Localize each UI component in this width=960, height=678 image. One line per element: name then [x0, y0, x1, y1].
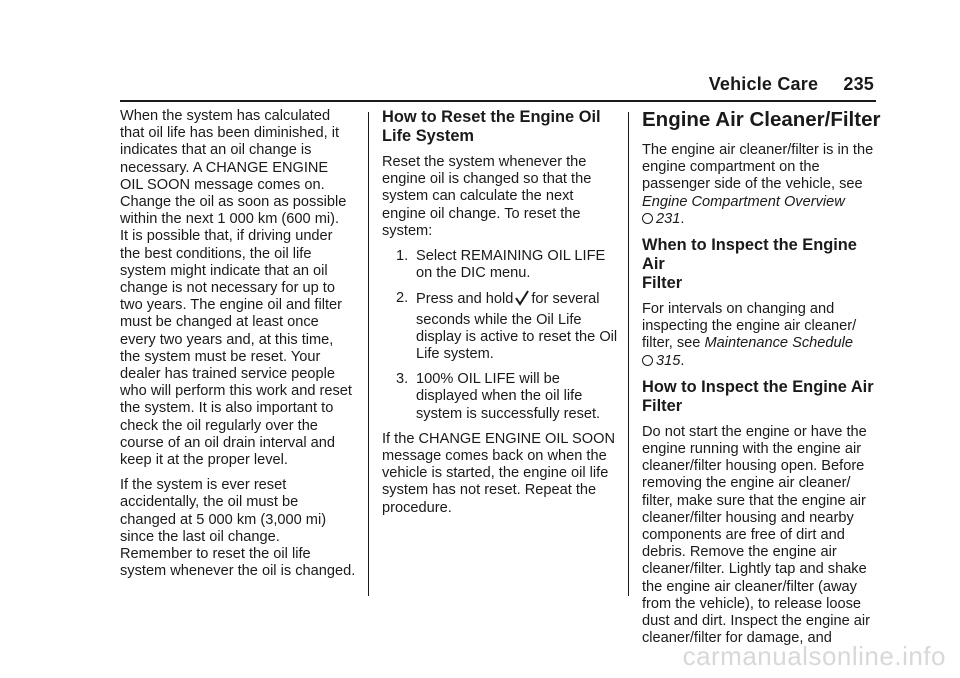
list-item-step-1	[382, 248, 626, 282]
text-line: check the oil regularly over the	[120, 417, 318, 434]
text-line: inspecting the engine air cleaner/	[642, 318, 857, 335]
text-line: Life system.	[416, 346, 494, 363]
page-header	[709, 74, 874, 95]
text-line: system is successfully reset.	[416, 405, 601, 422]
text-line: the best conditions, the oil life	[120, 245, 312, 262]
text-line: vehicle is started, the engine oil life	[382, 465, 609, 482]
text-line: keep it at the proper level.	[120, 452, 288, 469]
step-number: 3.	[396, 371, 409, 388]
page-reference-icon	[642, 355, 653, 366]
text-line: cleaner/filter housing and nearby	[642, 509, 854, 526]
text-line: engine oil change. To reset the	[382, 205, 581, 222]
text-line: seconds while the Oil Life	[416, 311, 582, 328]
text-line: debris. Remove the engine air	[642, 544, 837, 561]
checkmark-icon	[515, 290, 529, 311]
text-line: within the next 1 000 km (600 mi).	[120, 211, 340, 228]
text-line: every two years and, at this time,	[120, 331, 334, 348]
text-line: Change the oil as soon as possible	[120, 194, 347, 211]
text-line: displayed when the oil life	[416, 388, 583, 405]
text-line: must be changed at least once	[120, 314, 319, 331]
reference-page[interactable]: 231	[656, 210, 681, 227]
reset-steps-list	[382, 248, 626, 423]
text-line: removing the engine air cleaner/	[642, 475, 851, 492]
heading-engine-air-cleaner: Engine Air Cleaner/Filter	[642, 108, 881, 131]
step-number: 2.	[396, 290, 409, 307]
page-reference-icon	[642, 213, 653, 224]
heading-line: How to Inspect the Engine Air	[642, 377, 874, 396]
heading-when-to-inspect	[642, 236, 882, 293]
step-number: 1.	[396, 248, 409, 265]
list-item-step-3	[382, 371, 626, 423]
text-line: system has not reset. Repeat the	[382, 482, 597, 499]
text-line: change is not necessary for up to	[120, 280, 335, 297]
text-line: the engine air cleaner/filter (away	[642, 578, 857, 595]
text-line: since the last oil change.	[120, 528, 280, 545]
heading-line: When to Inspect the Engine Air	[642, 236, 857, 274]
text-line: changed at 5 000 km (3,000 mi)	[120, 511, 327, 528]
paragraph-oil-life-intro	[120, 108, 364, 469]
paragraph-inspection-intervals	[642, 301, 882, 370]
text-line: It is possible that, if driving under	[120, 228, 333, 245]
column-3	[642, 108, 882, 655]
column-divider-2	[628, 112, 629, 596]
text-line: course of an oil drain interval and	[120, 434, 335, 451]
text-line: Select REMAINING OIL LIFE	[416, 248, 606, 265]
text-line: display is active to reset the Oil	[416, 328, 618, 345]
text-line: necessary. A CHANGE ENGINE	[120, 159, 329, 176]
text-line: OIL SOON message comes on.	[120, 176, 325, 193]
text-line: system might indicate that an oil	[120, 262, 328, 279]
text-line: system whenever the oil is changed.	[120, 563, 356, 580]
heading-line: How to Reset the Engine Oil	[382, 108, 601, 126]
text-line: engine running with the engine air	[642, 441, 862, 458]
heading-reset-oil-life	[382, 108, 626, 146]
text-line: If the system is ever reset	[120, 477, 287, 494]
watermark: carmanualsonline.info	[682, 641, 946, 671]
paragraph-air-cleaner-location	[642, 142, 882, 228]
cross-reference-link[interactable]: Maintenance Schedule	[704, 335, 853, 352]
text-line: If the CHANGE ENGINE OIL SOON	[382, 430, 616, 447]
text-line: the system. It is also important to	[120, 400, 334, 417]
text-line: When the system has calculated	[120, 108, 331, 124]
heading-line: Life System	[382, 127, 475, 145]
heading-line: Filter	[642, 396, 683, 415]
text-line: engine oil is changed so that the	[382, 171, 592, 188]
text-line: filter, see	[642, 335, 705, 352]
paragraph-reset-intro	[382, 154, 626, 240]
text-line: cleaner/filter. Lightly tap and shake	[642, 561, 867, 578]
text-line: system can calculate the next	[382, 188, 574, 205]
text-line: cleaner/filter housing open. Before	[642, 458, 865, 475]
text-line: Remember to reset the oil life	[120, 546, 311, 563]
section-title: Vehicle Care	[708, 74, 819, 94]
text-line: engine compartment on the	[642, 159, 820, 176]
text-line: dealer has trained service people	[120, 366, 335, 383]
text-line: Do not start the engine or have the	[642, 423, 867, 440]
text-line: Press and hold	[416, 291, 514, 308]
page-number: 235	[843, 74, 874, 94]
text-line: the system must be reset. Your	[120, 348, 321, 365]
text-line: that oil life has been diminished, it	[120, 125, 340, 142]
text-line: For intervals on changing and	[642, 301, 835, 318]
text-line: from the vehicle), to release loose	[642, 595, 862, 612]
column-1	[120, 108, 364, 588]
text-line: message comes back on when the	[382, 448, 607, 465]
text-line: for several	[531, 291, 600, 308]
text-line: on the DIC menu.	[416, 265, 531, 282]
paragraph-reset-outro	[382, 431, 626, 517]
column-2	[382, 108, 626, 525]
cross-reference-link[interactable]: Engine Compartment Overview	[642, 193, 845, 210]
text-line: system:	[382, 222, 433, 239]
text-line: filter, make sure that the engine air	[642, 492, 866, 509]
text-line: The engine air cleaner/filter is in the	[642, 142, 874, 158]
text-line: 100% OIL LIFE will be	[416, 371, 560, 388]
text-line: dust and dirt. Inspect the engine air	[642, 613, 870, 630]
text-line: cleaner/filter for damage, and	[642, 630, 832, 647]
column-divider-1	[368, 112, 369, 596]
heading-how-to-inspect	[642, 378, 882, 416]
heading-line: Filter	[642, 274, 683, 293]
text-line: Reset the system whenever the	[382, 154, 587, 170]
text-line: accidentally, the oil must be	[120, 494, 299, 511]
text-line: indicates that an oil change is	[120, 142, 312, 159]
text-line: passenger side of the vehicle, see	[642, 176, 863, 193]
header-rule	[120, 100, 876, 102]
paragraph-accidental-reset	[120, 477, 364, 580]
paragraph-inspection-procedure	[642, 424, 882, 648]
reference-page[interactable]: 315	[656, 352, 681, 369]
period: .	[680, 210, 685, 227]
period: .	[680, 352, 685, 369]
text-line: components are free of dirt and	[642, 527, 845, 544]
list-item-step-2	[382, 290, 626, 363]
text-line: procedure.	[382, 499, 452, 516]
text-line: two years. The engine oil and filter	[120, 297, 343, 314]
text-line: who will perform this work and reset	[120, 383, 352, 400]
